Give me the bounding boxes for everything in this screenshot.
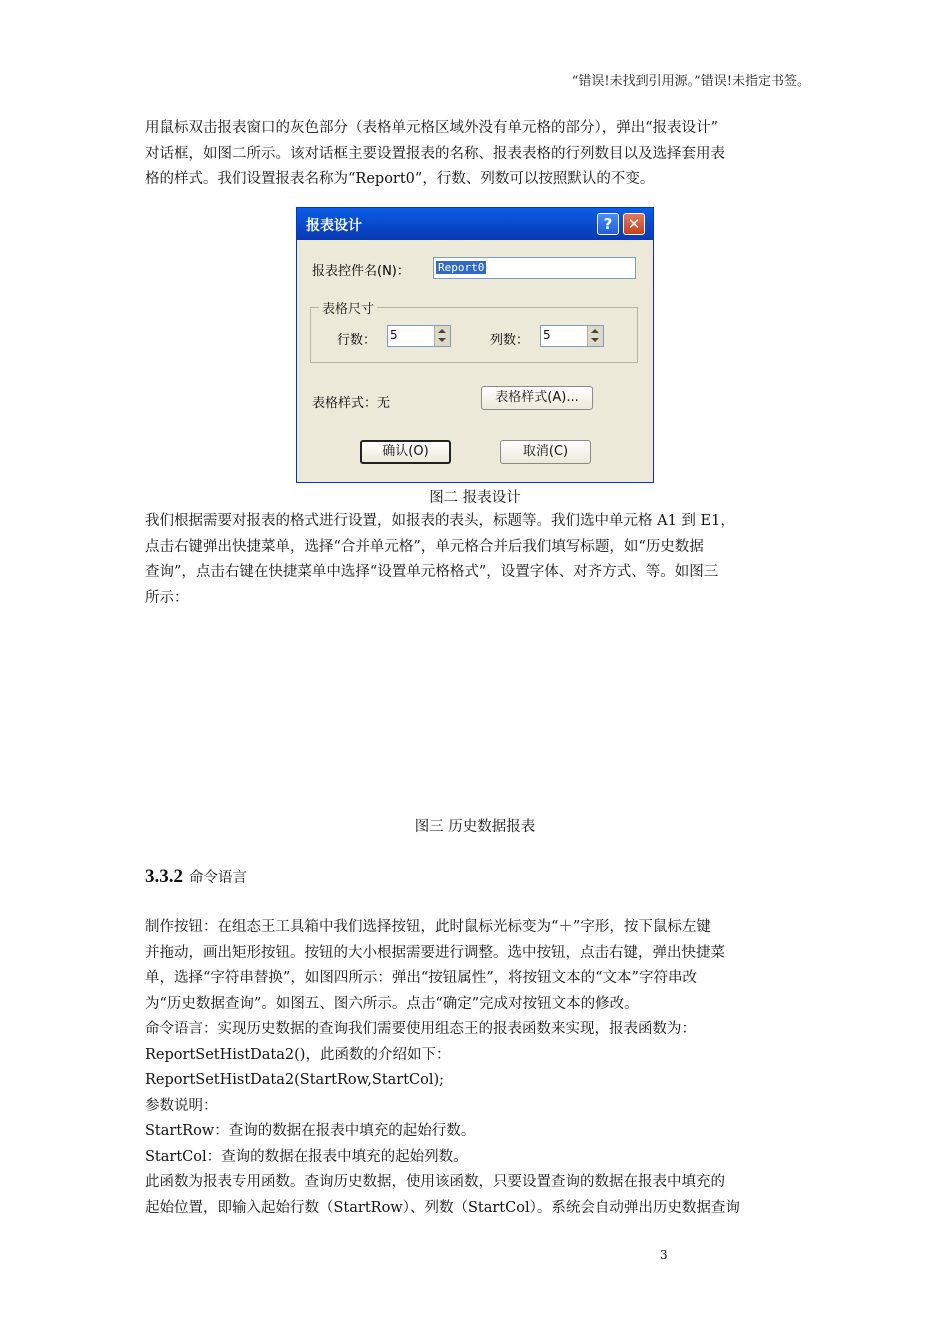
- text-line: 此函数为报表专用函数。查询历史数据，使用该函数，只要设置查询的数据在报表中填充的: [145, 1174, 725, 1190]
- text-line: 单，选择“字符串替换”，如图四所示：弹出“按钮属性”，将按钮文本的“文本”字符串改: [145, 970, 697, 986]
- arrow-down-icon[interactable]: [591, 338, 599, 342]
- section-title: 命令语言: [189, 870, 247, 886]
- paragraph-1: [145, 116, 810, 193]
- table-style-button[interactable]: 表格样式(A)...: [481, 386, 593, 410]
- text-line: 命令语言：实现历史数据的查询我们需要使用组态王的报表函数来实现，报表函数为：: [145, 1021, 696, 1037]
- cancel-button[interactable]: 取消(C): [500, 440, 591, 464]
- arrow-up-icon[interactable]: [591, 329, 599, 333]
- help-icon[interactable]: ?: [597, 213, 619, 235]
- text-line: 对话框，如图二所示。该对话框主要设置报表的名称、报表表格的行列数目以及选择套用表: [145, 145, 725, 162]
- text-line: 并拖动，画出矩形按钮。按钮的大小根据需要进行调整。选中按钮，点击右键，弹出快捷菜: [145, 944, 725, 961]
- text-line: 起始位置，即输入起始行数（StartRow）、列数（StartCol）。系统会自动弹出历史数据查询: [145, 1199, 740, 1216]
- text-line: 用鼠标双击报表窗口的灰色部分（表格单元格区域外没有单元格的部分），弹出“报表设计”: [145, 120, 719, 136]
- text-line: 为“历史数据查询”。如图五、图六所示。点击“确定”完成对按钮文本的修改。: [145, 995, 639, 1012]
- cols-value: 5: [543, 328, 551, 342]
- cols-spin-buttons[interactable]: [587, 326, 603, 346]
- text-line: 所示：: [145, 589, 189, 606]
- arrow-down-icon[interactable]: [438, 338, 446, 342]
- report-name-value: Report0: [438, 261, 485, 274]
- dialog-titlebar: [297, 208, 653, 240]
- arrow-up-icon[interactable]: [438, 329, 446, 333]
- table-style-label: 表格样式：无: [312, 396, 391, 411]
- ok-button[interactable]: 确认(O): [360, 440, 451, 464]
- table-size-group: [310, 302, 638, 363]
- page-number: 3: [660, 1248, 668, 1262]
- rows-value: 5: [390, 328, 398, 342]
- report-name-input[interactable]: [433, 257, 636, 279]
- text-line: 点击右键弹出快捷菜单，选择“合并单元格”，单元格合并后我们填写标题，如“历史数据: [145, 538, 704, 555]
- paragraph-2: [145, 509, 810, 611]
- text-line: 我们根据需要对报表的格式进行设置，如报表的表头，标题等。我们选中单元格 A1 到 E1，: [145, 513, 735, 529]
- rows-stepper[interactable]: [387, 325, 451, 347]
- figure-3-caption: 图三 历史数据报表: [414, 819, 536, 835]
- text-line: 格的样式。我们设置报表名称为“Report0”，行数、列数可以按照默认的不变。: [145, 171, 655, 187]
- dialog-title: 报表设计: [306, 218, 362, 234]
- text-line: ReportSetHistData2()，此函数的介绍如下：: [145, 1046, 451, 1063]
- text-line: StartRow：查询的数据在报表中填充的起始行数。: [145, 1123, 476, 1139]
- cols-stepper[interactable]: [540, 325, 604, 347]
- text-line: StartCol：查询的数据在报表中填充的起始列数。: [145, 1148, 468, 1165]
- cols-label: 列数：: [490, 333, 530, 348]
- rows-spin-buttons[interactable]: [434, 326, 450, 346]
- text-line: ReportSetHistData2(StartRow,StartCol);: [145, 1072, 445, 1088]
- report-name-label: 报表控件名(N)：: [312, 264, 410, 279]
- close-icon[interactable]: ✕: [623, 213, 645, 235]
- section-heading: [145, 866, 247, 888]
- section-number: 3.3.2: [145, 866, 183, 887]
- report-design-dialog: [296, 207, 654, 483]
- rows-label: 行数：: [337, 333, 377, 348]
- text-line: 制作按钮：在组态王工具箱中我们选择按钮，此时鼠标光标变为“＋”字形，按下鼠标左键: [145, 919, 711, 935]
- page-header: “错误!未找到引用源。”错误!未指定书签。: [571, 74, 810, 89]
- text-line: 查询”，点击右键在快捷菜单中选择“设置单元格格式”，设置字体、对齐方式、等。如图三: [145, 564, 719, 580]
- table-size-title: 表格尺寸: [319, 298, 377, 317]
- paragraph-3: [145, 915, 810, 1221]
- text-line: 参数说明：: [145, 1097, 218, 1114]
- figure-2-caption: 图二 报表设计: [429, 490, 521, 506]
